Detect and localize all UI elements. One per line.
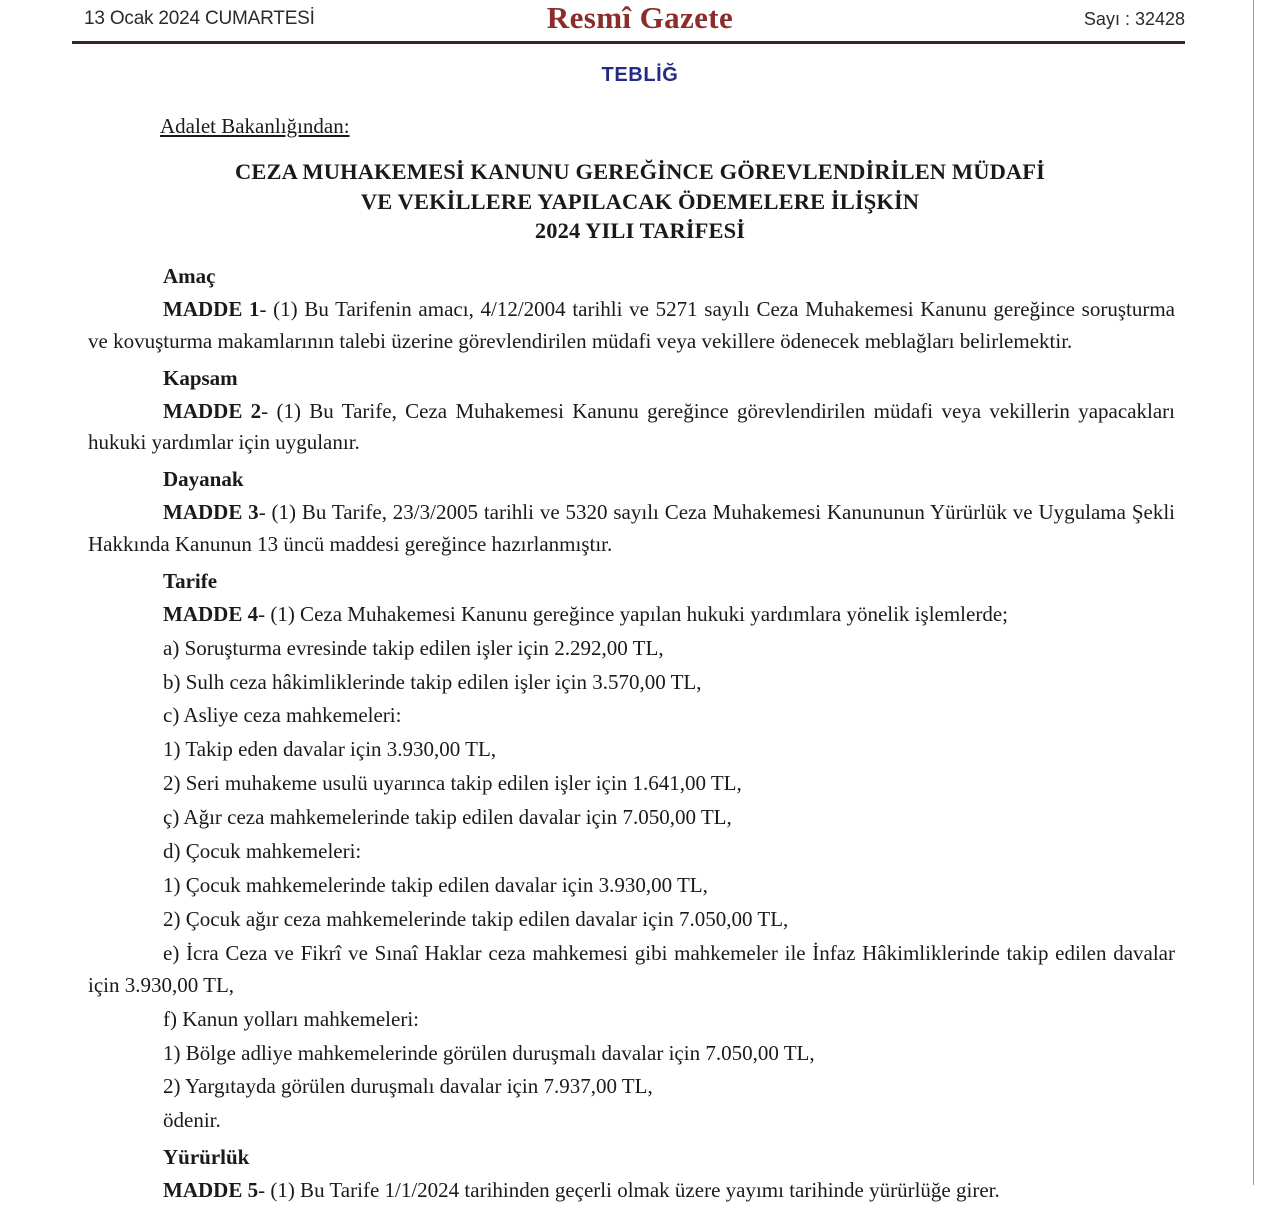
list-item-closing: ödenir. — [163, 1108, 221, 1133]
article-4-text: - (1) Ceza Muhakemesi Kanunu gereğince yapılan hukuki yardımlara yönelik işlemlerde; — [258, 601, 1008, 626]
article-1-text: - (1) Bu Tarifenin amacı, 4/12/2004 tarihli ve 5271 sayılı Ceza Muhakemesi Kanunu gereğince soruşturma ve kovuşturma makamlarının talebi üzerine görevlendirilen müdafi veya vekillere ödenecek meblağları belirlemektir. — [88, 296, 1175, 353]
article-2-paragraph — [88, 396, 1175, 460]
list-item: ç) Ağır ceza mahkemelerinde takip edilen davalar için 7.050,00 TL, — [163, 805, 732, 830]
document-title — [140, 157, 1140, 246]
list-item: e) İcra Ceza ve Fikrî ve Sınaî Haklar ceza mahkemesi gibi mahkemeler ile İnfaz Hâkimliklerinde takip edilen davalar için 3.930,00 TL, — [88, 940, 1175, 997]
article-5-label: MADDE 5 — [163, 1178, 259, 1203]
heading-kapsam: Kapsam — [163, 365, 238, 390]
article-1-label: MADDE 1 — [163, 296, 260, 321]
document-title-line-2: VE VEKİLLERE YAPILACAK ÖDEMELERE İLİŞKİN — [360, 188, 920, 214]
heading-yururluk: Yürürlük — [163, 1145, 250, 1170]
list-item: b) Sulh ceza hâkimliklerinde takip edilen işler için 3.570,00 TL, — [163, 669, 702, 694]
document-body — [0, 262, 1280, 1207]
article-4-label: MADDE 4 — [163, 601, 259, 626]
article-2-text: - (1) Bu Tarife, Ceza Muhakemesi Kanunu gereğince görevlendirilen müdafi veya vekillerin yapacakları hukuki yardımlar için uygulanır. — [88, 398, 1175, 455]
issue-number: Sayı : 32428 — [1083, 9, 1185, 29]
list-item: 1) Bölge adliye mahkemelerinde görülen duruşmalı davalar için 7.050,00 TL, — [163, 1040, 815, 1065]
list-item: 2) Çocuk ağır ceza mahkemelerinde takip edilen davalar için 7.050,00 TL, — [163, 906, 789, 931]
list-item: d) Çocuk mahkemeleri: — [163, 839, 362, 864]
gazette-logo: Resmî Gazete — [546, 0, 734, 35]
list-item: c) Asliye ceza mahkemeleri: — [163, 703, 402, 728]
list-item: a) Soruşturma evresinde takip edilen işler için 2.292,00 TL, — [163, 635, 664, 660]
document-title-line-3: 2024 YILI TARİFESİ — [534, 218, 746, 244]
masthead-divider — [72, 41, 1185, 44]
article-5-paragraph — [88, 1175, 1175, 1207]
masthead — [0, 0, 1280, 42]
document-title-line-1: CEZA MUHAKEMESİ KANUNU GEREĞİNCE GÖREVLENDİRİLEN MÜDAFİ — [235, 159, 1045, 184]
heading-tarife: Tarife — [163, 568, 218, 593]
article-3-text: - (1) Bu Tarife, 23/3/2005 tarihli ve 5320 sayılı Ceza Muhakemesi Kanununun Yürürlük ve Uygulama Şekli Hakkında Kanunun 13 üncü maddesi gereğince hazırlanmıştır. — [88, 500, 1175, 557]
list-item: 1) Takip eden davalar için 3.930,00 TL, — [163, 737, 497, 762]
section-label-teblig: TEBLİĞ — [601, 64, 679, 86]
article-5-text: - (1) Bu Tarife 1/1/2024 tarihinden geçerli olmak üzere yayımı tarihinde yürürlüğe girer. — [258, 1178, 1000, 1203]
heading-amac: Amaç — [163, 264, 216, 289]
article-4-paragraph — [88, 599, 1175, 631]
article-3-label: MADDE 3 — [163, 500, 259, 525]
heading-dayanak: Dayanak — [163, 467, 244, 492]
list-item: f) Kanun yolları mahkemeleri: — [163, 1006, 419, 1031]
list-item: 2) Seri muhakeme usulü uyarınca takip edilen işler için 1.641,00 TL, — [163, 771, 742, 796]
list-item: 1) Çocuk mahkemelerinde takip edilen davalar için 3.930,00 TL, — [163, 873, 708, 897]
list-item: 2) Yargıtayda görülen duruşmalı davalar için 7.937,00 TL, — [163, 1074, 653, 1099]
article-2-label: MADDE 2 — [163, 398, 262, 423]
publication-date: 13 Ocak 2024 CUMARTESİ — [84, 8, 315, 29]
article-1-paragraph — [88, 294, 1175, 358]
issuing-authority: Adalet Bakanlığından: — [160, 114, 350, 138]
article-3-paragraph — [88, 497, 1175, 561]
